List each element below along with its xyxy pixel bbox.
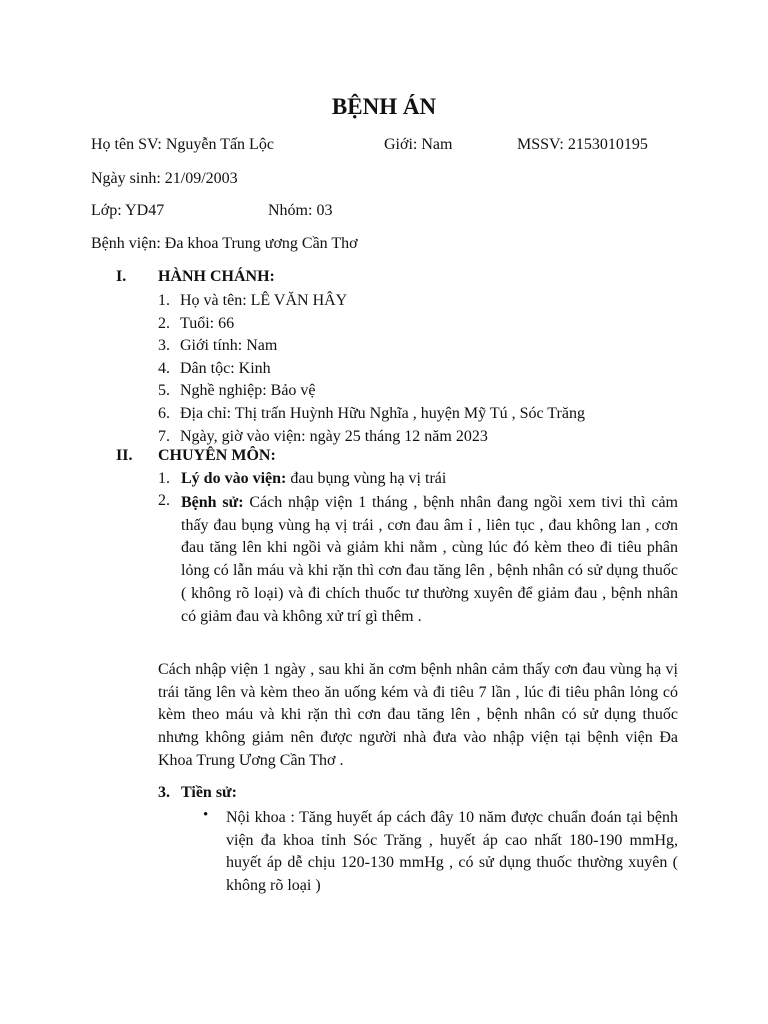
list-item-text: Họ và tên: LÊ VĂN HÂY [180,292,348,309]
section-2-title: CHUYÊN MÔN: [158,447,276,464]
list-item-number: 4. [158,359,170,377]
hospital-name: Bệnh viện: Đa khoa Trung ương Cần Thơ [91,235,358,252]
student-class: Lớp: YD47 [91,202,165,219]
section-1-title: HÀNH CHÁNH: [158,268,275,285]
list-item [158,313,585,336]
list-item-number: 7. [158,427,170,445]
history-paragraph [181,492,678,628]
list-item [158,403,585,426]
list-item-text: Giới tính: Nam [180,337,278,355]
list-item-text: Địa chỉ: Thị trấn Huỳnh Hữu Nghĩa , huyện Mỹ Tú , Sóc Trăng [180,404,585,422]
list-item-text: Nghề nghiệp: Bảo vệ [180,382,316,400]
list-item-text: Tuổi: 66 [180,314,235,332]
document-title: BỆNH ÁN [331,94,437,119]
student-name: Họ tên SV: Nguyễn Tấn Lộc [91,136,274,153]
list-item-number: 6. [158,404,170,422]
history-paragraph-2: Cách nhập viện 1 ngày , sau khi ăn cơm bệnh nhân cảm thấy cơn đau vùng hạ vị trái tăng lên và kèm theo ăn uống kém và đi tiêu 7 lần , lúc đi tiêu phân lỏng có kèm theo máu và khi rặn thì cơn đau tăng lên , bệnh nhân có sử dụng thuốc nhưng không giảm nên được người nhà đưa vào nhập viện tại bệnh viện Đa Khoa Trung Ương Cần Thơ . [158,661,678,769]
list-item-number: 1. [158,292,170,309]
list-item [158,290,585,313]
list-item-text: Dân tộc: Kinh [180,359,271,377]
list-item-number: 2. [158,314,170,332]
student-group: Nhóm: 03 [268,202,333,219]
list-item [158,380,585,403]
past-item-number: 3. [158,784,170,801]
list-item [158,335,585,358]
history-item-number: 2. [158,492,170,509]
reason-item-number: 1. [158,470,170,487]
section-1-list [158,290,585,448]
history-text: Cách nhập viện 1 tháng , bệnh nhân đang ngồi xem tivi thì cảm thấy đau bụng vùng hạ vị trái , cơn đau âm ỉ , liên tục , đau không lan , cơn đau tăng lên khi ngồi và giảm khi nằm , cùng lúc đó kèm theo đi tiêu phân lỏng có lẫn máu và khi rặn thì cơn đau tăng lên , bệnh nhân có sử dụng thuốc ( không rõ loại) và đi chích thuốc tư thường xuyên để giảm đau , bệnh nhân có giảm đau và không xử trí gì thêm . [181,494,678,625]
list-item [158,426,585,449]
list-item-number: 5. [158,382,170,400]
past-label: Tiền sử: [181,784,237,801]
reason-label: Lý do vào viện: [181,470,287,487]
history-label: Bệnh sử: [181,494,244,511]
reason-item [181,470,446,488]
student-dob: Ngày sinh: 21/09/2003 [91,170,238,187]
list-item [158,358,585,381]
bullet-icon: • [203,807,209,823]
student-gender: Giới: Nam [384,136,453,153]
section-1-number: I. [116,268,127,285]
section-2-number: II. [116,447,133,464]
student-id: MSSV: 2153010195 [517,136,648,153]
reason-text: đau bụng vùng hạ vị trái [286,470,447,487]
past-internal-text: Nội khoa : Tăng huyết áp cách đây 10 năm được chuẩn đoán tại bệnh viện đa khoa tỉnh Sóc Trăng , huyết áp cao nhất 180-190 mmHg, huyết áp dễ chịu 120-130 mmHg , có sử dụng thuốc thường xuyên ( không rõ loại ) [226,809,678,895]
list-item-text: Ngày, giờ vào viện: ngày 25 tháng 12 năm 2023 [180,427,488,445]
list-item-number: 3. [158,337,170,355]
